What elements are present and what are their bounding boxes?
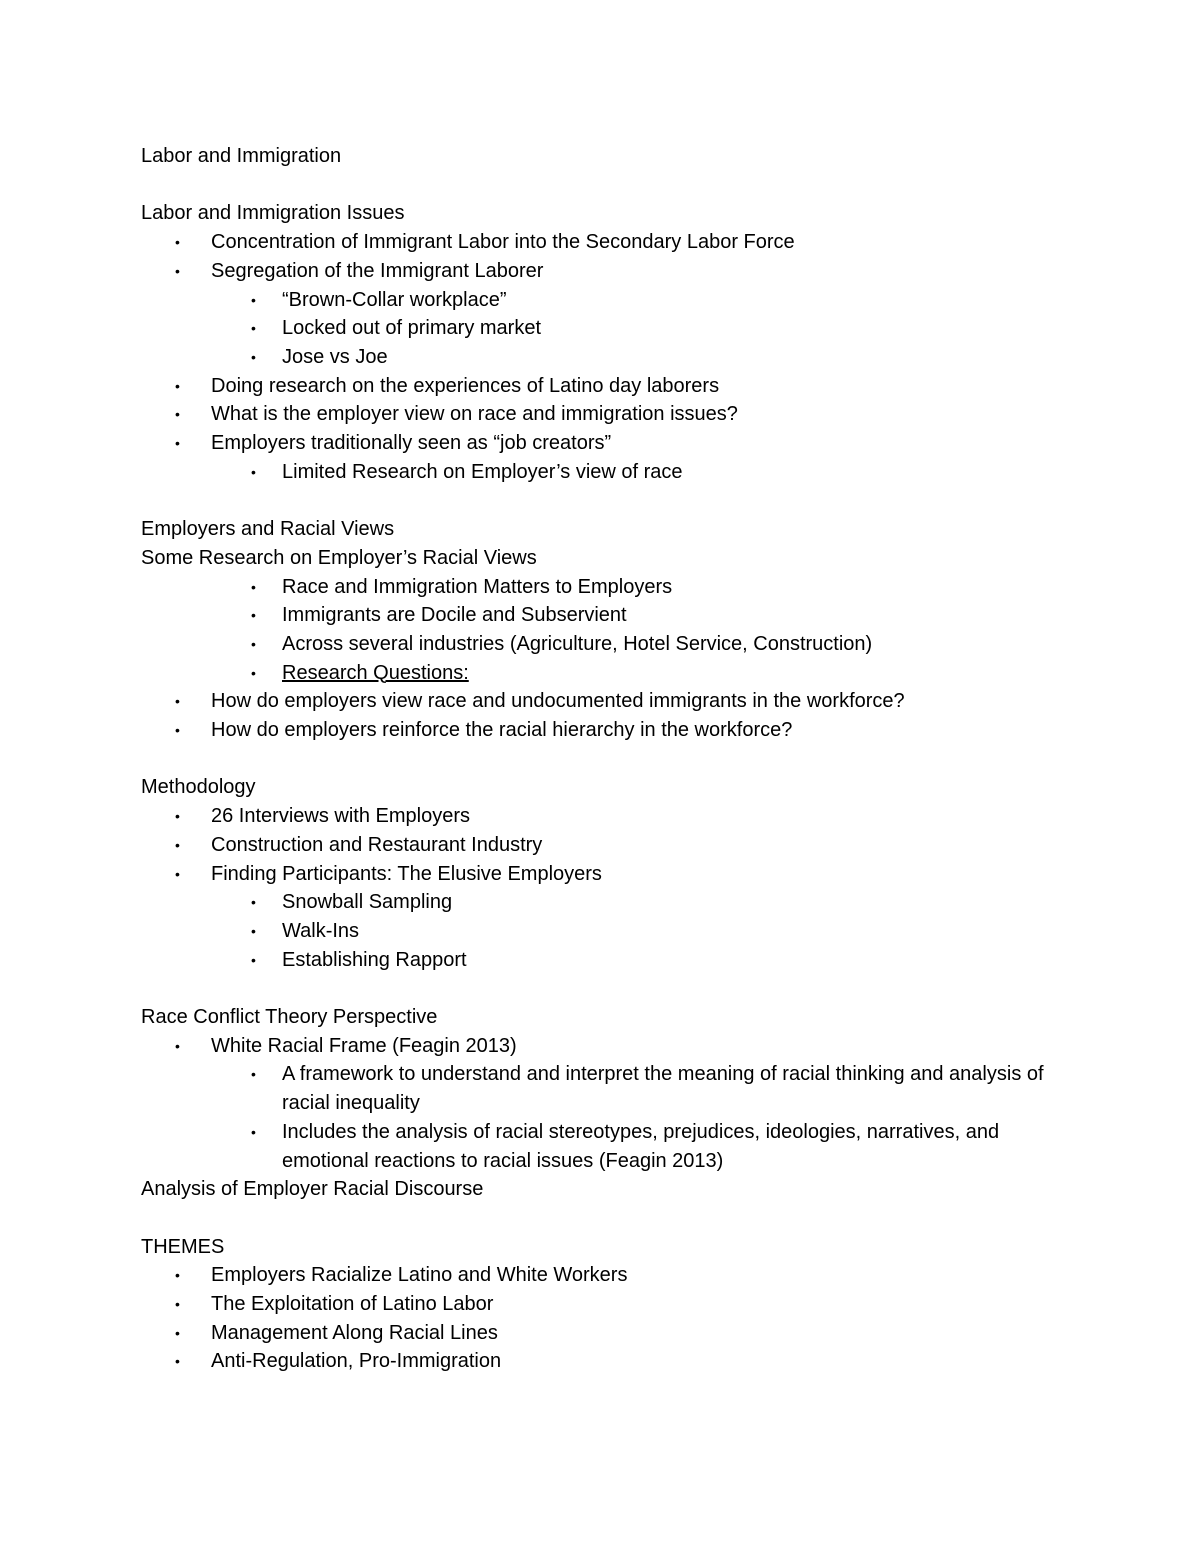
sub-list-item: • Limited Research on Employer’s view of race bbox=[141, 458, 1081, 487]
sub-list-item: • Locked out of primary market bbox=[141, 314, 1081, 343]
bullet-icon: • bbox=[175, 693, 180, 710]
bullet-icon: • bbox=[175, 377, 180, 394]
document-title: Labor and Immigration bbox=[141, 145, 342, 167]
spacer bbox=[141, 486, 1081, 515]
list-item: • Construction and Restaurant Industry bbox=[141, 831, 1081, 860]
bullet-icon: • bbox=[251, 951, 256, 968]
sub-list-item: • Walk-Ins bbox=[141, 917, 1081, 946]
bullet-icon: • bbox=[175, 234, 180, 251]
bullet-icon: • bbox=[251, 922, 256, 939]
bullet-icon: • bbox=[175, 1296, 180, 1313]
spacer bbox=[141, 745, 1081, 774]
bullet-icon: • bbox=[175, 406, 180, 423]
bullet-icon: • bbox=[175, 865, 180, 882]
bullet-icon: • bbox=[251, 348, 256, 365]
spacer bbox=[141, 1204, 1081, 1233]
section-trailer: Analysis of Employer Racial Discourse bbox=[141, 1178, 484, 1201]
section-subheading: Some Research on Employer’s Racial Views bbox=[141, 546, 537, 569]
bullet-icon: • bbox=[251, 1066, 256, 1083]
list-item: • Anti-Regulation, Pro-Immigration bbox=[141, 1347, 1081, 1376]
bullet-icon: • bbox=[251, 291, 256, 308]
list-item: • Finding Participants: The Elusive Employers bbox=[141, 860, 1081, 889]
section-heading: Employers and Racial Views bbox=[141, 518, 395, 541]
list-item: • Employers Racialize Latino and White Workers bbox=[141, 1261, 1081, 1290]
bullet-icon: • bbox=[251, 607, 256, 624]
section-heading: Labor and Immigration Issues bbox=[141, 202, 405, 225]
bullet-icon: • bbox=[251, 1123, 256, 1140]
list-item: • How do employers view race and undocumented immigrants in the workforce? bbox=[141, 687, 1081, 716]
document-page bbox=[141, 142, 1081, 1376]
spacer bbox=[141, 974, 1081, 1003]
spacer bbox=[141, 171, 1081, 200]
list-item: • Management Along Racial Lines bbox=[141, 1319, 1081, 1348]
bullet-icon: • bbox=[175, 836, 180, 853]
section-heading: Race Conflict Theory Perspective bbox=[141, 1006, 438, 1029]
bullet-icon: • bbox=[251, 463, 256, 480]
sub-list-item: • “Brown-Collar workplace” bbox=[141, 286, 1081, 315]
sub-list-item: • Snowball Sampling bbox=[141, 888, 1081, 917]
sub-list-item: • Race and Immigration Matters to Employers bbox=[141, 573, 1081, 602]
bullet-icon: • bbox=[251, 320, 256, 337]
list-item: • 26 Interviews with Employers bbox=[141, 802, 1081, 831]
bullet-icon: • bbox=[175, 1353, 180, 1370]
bullet-icon: • bbox=[175, 435, 180, 452]
list-item: • Segregation of the Immigrant Laborer bbox=[141, 257, 1081, 286]
bullet-icon: • bbox=[251, 894, 256, 911]
list-item: • White Racial Frame (Feagin 2013) bbox=[141, 1032, 1081, 1061]
list-item: • Employers traditionally seen as “job creators” bbox=[141, 429, 1081, 458]
bullet-icon: • bbox=[251, 578, 256, 595]
bullet-icon: • bbox=[251, 664, 256, 681]
bullet-icon: • bbox=[175, 262, 180, 279]
list-item: • Concentration of Immigrant Labor into the Secondary Labor Force bbox=[141, 228, 1081, 257]
bullet-icon: • bbox=[175, 722, 180, 739]
list-item: • The Exploitation of Latino Labor bbox=[141, 1290, 1081, 1319]
sub-list-item: • Includes the analysis of racial stereotypes, prejudices, ideologies, narratives, and emotional reactions to racial issues (Feagin 2013) bbox=[141, 1118, 1081, 1175]
list-item: • What is the employer view on race and immigration issues? bbox=[141, 400, 1081, 429]
sub-list-item: • Immigrants are Docile and Subservient bbox=[141, 601, 1081, 630]
research-questions-label: Research Questions: bbox=[282, 661, 469, 684]
section-heading: Methodology bbox=[141, 776, 256, 799]
section-heading: THEMES bbox=[141, 1235, 225, 1258]
sub-list-item bbox=[141, 659, 1081, 688]
sub-list-item: • Establishing Rapport bbox=[141, 946, 1081, 975]
list-item: • How do employers reinforce the racial hierarchy in the workforce? bbox=[141, 716, 1081, 745]
bullet-icon: • bbox=[175, 1324, 180, 1341]
bullet-icon: • bbox=[175, 1267, 180, 1284]
bullet-icon: • bbox=[251, 635, 256, 652]
bullet-icon: • bbox=[175, 1037, 180, 1054]
sub-list-item: • A framework to understand and interpret the meaning of racial thinking and analysis of racial inequality bbox=[141, 1060, 1081, 1117]
sub-list-item: • Across several industries (Agriculture, Hotel Service, Construction) bbox=[141, 630, 1081, 659]
sub-list-item: • Jose vs Joe bbox=[141, 343, 1081, 372]
list-item: • Doing research on the experiences of Latino day laborers bbox=[141, 372, 1081, 401]
bullet-icon: • bbox=[175, 808, 180, 825]
